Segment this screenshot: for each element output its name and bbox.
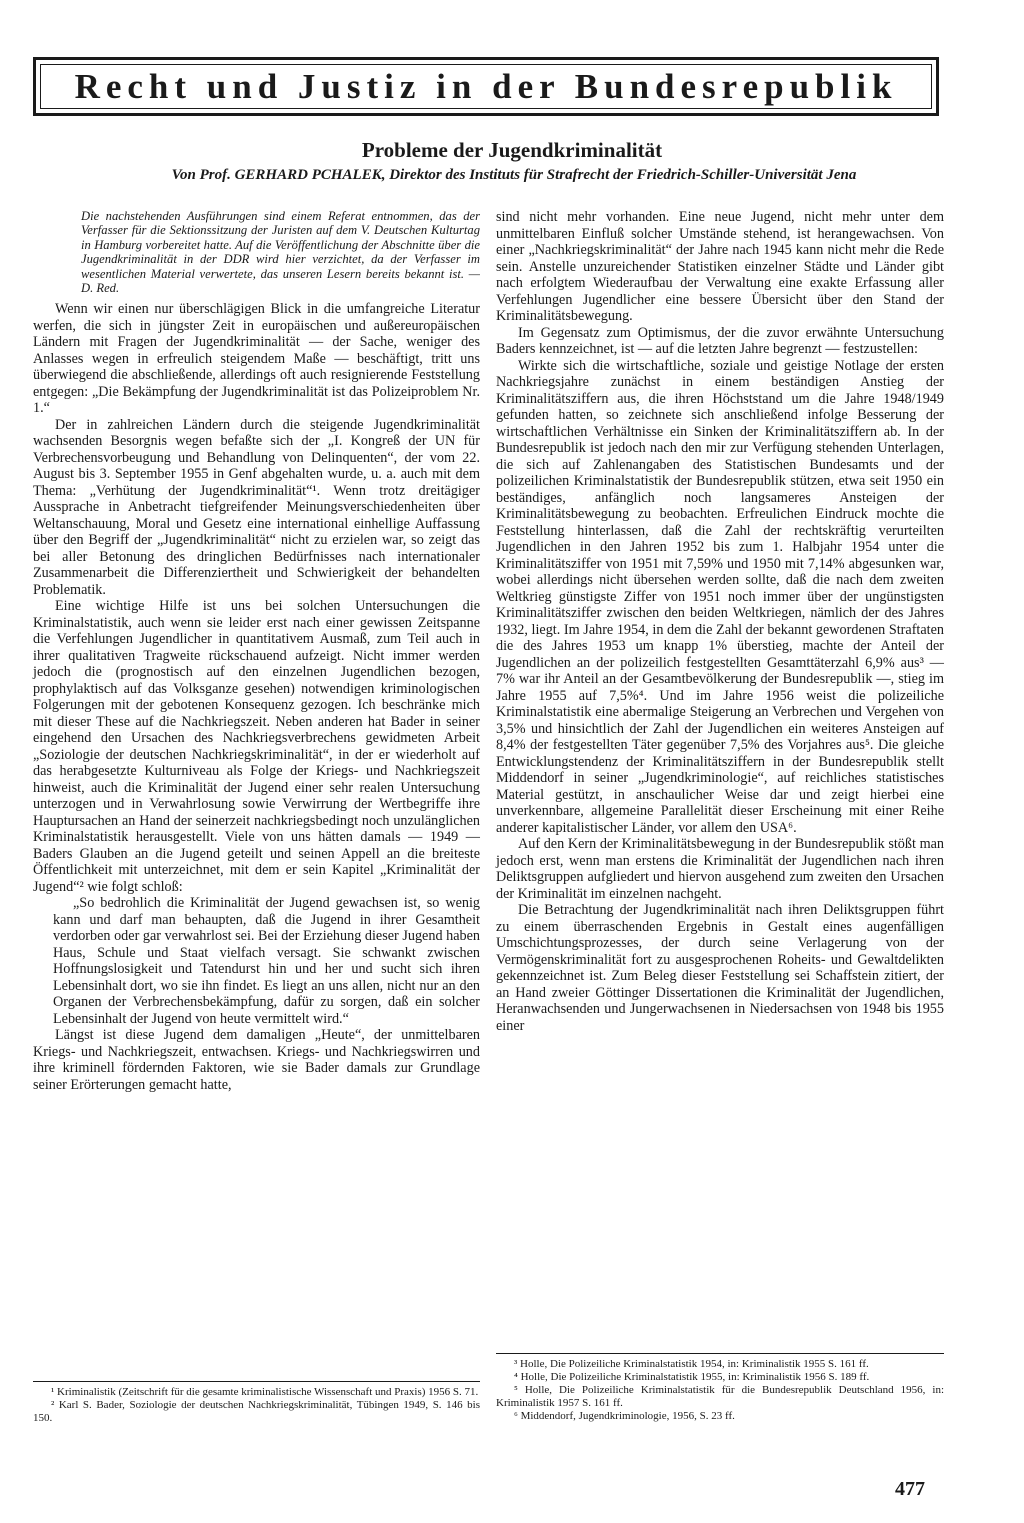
section-banner-inner: [40, 64, 932, 109]
footnote: ⁶ Middendorf, Jugendkriminologie, 1956, S. 23 ff.: [514, 1410, 735, 1422]
footnote: ³ Holle, Die Polizeiliche Kriminalstatistik 1954, in: Kriminalistik 1955 S. 161 ff.: [514, 1358, 869, 1370]
article-byline: Von Prof. GERHARD PCHALEK, Direktor des Instituts für Strafrecht der Friedrich-Schiller-Universität Jena: [171, 167, 857, 183]
paragraph: Wenn wir einen nur überschlägigen Blick in die umfangreiche Literatur werfen, die sich in jüngster Zeit in europäischen und außereuropäischen Ländern mit Fragen der Jugendkriminalität — der Sache, weniger des Anlasses wegen in erfreulich steigendem Maße — beschäftigt, tritt uns überwiegend die abschließende, allerdings oft auch resignierende Feststellung entgegen: „Die Bekämpfung der Jugendkriminalität ist das Polizeiproblem Nr. 1.“: [33, 301, 480, 417]
footnote: ¹ Kriminalistik (Zeitschrift für die gesamte kriminalistische Wissenschaft und Praxis) 1956 S. 71.: [51, 1386, 479, 1398]
paragraph: Längst ist diese Jugend dem damaligen „Heute“, der unmittelbaren Kriegs- und Nachkriegszeit, entwachsen. Kriegs- und Nachkriegswirren und ihre kriminell fördernden Faktoren, wie sie Bader damals zur Grundlage seiner Erörterungen gemacht hatte,: [33, 1027, 480, 1093]
section-title: Recht und Justiz in der Bundesrepublik: [74, 66, 898, 106]
footnote: ⁴ Holle, Die Polizeiliche Kriminalstatistik 1955, in: Kriminalistik 1956 S. 189 ff.: [514, 1371, 870, 1383]
paragraph: Die Betrachtung der Jugendkriminalität nach ihren Deliktsgruppen führt zu einem überraschenden Ergebnis in Gestalt eines augenfälligen Umschichtungsprozesses, der durch seine Verlagerung von der Vermögenskriminalität fort zu ausgesprochenen Roheits- und Gewaltdelikten gekennzeichnet ist. Zum Beleg dieser Feststellung sei Schaffstein zitiert, der an Hand zweier Göttinger Dissertationen die Kriminalität der Jugendlichen, Heranwachsenden und Jungerwachsenen in Niedersachsen von 1948 bis 1955 einer: [496, 902, 944, 1034]
footnotes-left: [33, 1381, 480, 1425]
paragraph: Auf den Kern der Kriminalitätsbewegung in der Bundesrepublik stößt man jedoch erst, wenn man erstens die Kriminalität der Jugendlichen nach ihren Deliktsgruppen aufgliedert und hiervon ausgehend zum zweiten den Ursachen der Kriminalität im einzelnen nachgeht.: [496, 836, 944, 902]
paragraph: Im Gegensatz zum Optimismus, der die zuvor erwähnte Untersuchung Baders kennzeichnet, ist — auf die letzten Jahre begrenzt — festzustellen:: [496, 324, 944, 357]
paragraph: Der in zahlreichen Ländern durch die steigende Jugendkriminalität wachsenden Besorgnis wegen befaßte sich der „I. Kongreß der UN für Verbrechensvorbeugung und Behandlung von Delinquenten“, der vom 22. August bis 3. September 1955 in Genf abgehalten wurde, u. a. auch mit dem Thema: „Verhütung der Jugendkriminalität“¹. Wenn trotz dreitägiger Aussprache in Anbetracht tiefgreifender Meinungsverschiedenheiten über Weltanschauung, Moral und Gesetz eine international einhellige Auffassung über den Begriff der „Jugendkriminalität“ nicht zu erzielen war, so zeigt das bei aller Betonung des dringlichen Bedürfnisses nach internationaler Zusammenarbeit die Differenziertheit und Schwierigkeit der behandelten Problematik.: [33, 416, 480, 598]
footnote: ² Karl S. Bader, Soziologie der deutschen Nachkriegskriminalität, Tübingen 1949, S. 146 bis 150.: [33, 1399, 480, 1424]
paragraph: Eine wichtige Hilfe ist uns bei solchen Untersuchungen die Kriminalstatistik, auch wenn sie leider erst nach einer gewissen Zeitspanne die Verfehlungen Jugendlicher in quantitativem Ausmaß, zum Teil auch in ihrer qualitativen Tragweite rückschauend aufzeigt. Nicht immer werden jedoch die (prognostisch auf den einzelnen Jugendlichen bezogen, prophylaktisch auf das Volksganze gesehen) notwendigen kriminologischen Folgerungen mit der gebotenen Konsequenz gezogen. Ich beschränke mich mit dieser These auf die Nachkriegszeit. Neben anderen hat Bader in seiner eingehend den Ursachen des Nachkriegsverbrechens gewidmeten Arbeit „Soziologie der deutschen Nachkriegskriminalität“, in der er wiederholt auf das herabgesetzte Kulturniveau als Folge der Kriegs- und Nachkriegszeit hinweist, auch die Kriminalität der Jugend einer sehr realen Untersuchung unterzogen und in Verwahrlosung sowie Verwirrung der Wertbegriffe ihre Hauptursachen an Hand der seinerzeit nachkriegsbedingt noch unzulänglichen Kriminalstatistik herausgestellt. Viele von uns hätten damals — 1949 — Baders Glauben an die Jugend geteilt und seinen Appell an die breiteste Öffentlichkeit mit unterzeichnet, mit dem er sein Kapitel „Kriminalität der Jugend“² wie folgt schloß:: [33, 598, 480, 895]
editorial-note: Die nachstehenden Ausführungen sind einem Referat entnommen, das der Verfasser für die Sektionssitzung der Juristen auf dem V. Deutschen Kulturtag in Hamburg vorbereitet hatte. Auf die Veröffentlichung der Abschnitte über die Jugendkriminalität in der DDR wird hier verzichtet, da der Verfasser im wesentlichen Material verwertete, das unseren Lesern bereits bekannt ist. — D. Red.: [81, 209, 480, 296]
article-title: Probleme der Jugendkriminalität: [361, 138, 663, 162]
left-column: [33, 209, 480, 1093]
page-number: 477: [895, 1478, 925, 1500]
block-quote: „So bedrohlich die Kriminalität der Jugend gewachsen ist, so wenig kann und darf man behaupten, daß die Jugend in ihrer Gesamtheit verdorben oder gar verwahrlost sei. Bei der Erziehung dieser Jugend haben Haus, Schule und Staat vielfach versagt. Sie schwankt zwischen Hoffnungslosigkeit und Tatendurst hin und her und sucht sich ihren Lebensinhalt dort, wo sie ihn findet. Es liegt an uns allen, nicht nur an den Organen der Verbrechensbekämpfung, dafür zu sorgen, daß ein solcher Lebensinhalt der Jugend von heute vermittelt wird.“: [53, 895, 480, 1027]
footnotes-right: [496, 1353, 944, 1423]
right-column: [496, 209, 944, 1034]
footnote: ⁵ Holle, Die Polizeiliche Kriminalstatistik für die Bundesrepublik Deutschland 1956, in: Kriminalistik 1957 S. 161 ff.: [496, 1384, 944, 1409]
paragraph: Wirkte sich die wirtschaftliche, soziale und geistige Notlage der ersten Nachkriegsjahre zunächst in einem beständigen Anstieg der Kriminalitätsziffern aus, die ihren Höchststand um die Jahre 1948/1949 gefunden hatten, so zeichnete sich anschließend infolge Besserung der wirtschaftlichen Verhältnisse ein Sinken der Kriminalitätsziffern ab. In der Bundesrepublik ist jedoch nach den mir zur Verfügung stehenden Unterlagen, die sich auf Zahlenangaben des Statistischen Bundesamts und der polizeilichen Kriminalstatistik der Bundesrepublik stützen, etwa seit 1950 ein beständiges, anfänglich noch langsameres Ansteigen der Kriminalitätsbewegung zu beobachten. Erfreulichen Eindruck mochte die Feststellung hinterlassen, daß die Zahl der rechtskräftig verurteilten Jugendlichen in den Jahren 1952 bis zum 1. Halbjahr 1954 unter die Kriminalitätsziffer von 1951 mit 7,59% und 1950 mit 7,14% abgesunken war, wobei allerdings nicht übersehen werden sollte, daß die nach dem zweiten Weltkrieg günstigste Ziffer von 1951 noch immer über der ungünstigsten Kriminalitätsziffer zwischen den beiden Weltkriegen, nämlich der des Jahres 1932, liegt. Im Jahre 1954, in dem die Zahl der bekannt gewordenen Straftaten die des Jahres 1953 um knapp 1% überstieg, machte der Anteil der Jugendlichen an der polizeilich festgestellten Gesamttäterzahl 6,9% aus³ — 7% war ihr Anteil an der Gesamtbevölkerung der Bundesrepublik —, stieg im Jahre 1955 auf 7,5%⁴. Und im Jahre 1956 weist die polizeiliche Kriminalstatistik eine abermalige Steigerung an Verbrechen und Vergehen von 3,5% und hinsichtlich der Zahl der Jugendlichen ein weiteres Ansteigen auf 8,4% der festgestellten Täter gegenüber 7,5% des Vorjahres aus⁵. Die gleiche Entwicklungstendenz der Kriminalitätsziffern in der Bundesrepublik stellt Middendorf in seiner „Jugendkriminologie“, auf reichliches statistisches Material gestützt, in anschaulicher Weise dar und zeigt hierbei eine unverkennbare, allgemeine Parallelität dieser Erscheinung mit einer Reihe anderer kapitalistischer Länder, vor allem den USA⁶.: [496, 357, 944, 836]
section-banner: [33, 57, 939, 116]
paragraph: sind nicht mehr vorhanden. Eine neue Jugend, nicht mehr unter dem unmittelbaren Einfluß solcher Umstände stehend, ist herangewachsen. Von einer „Nachkriegskriminalität“ der Jahre nach 1945 kann nicht mehr die Rede sein. Anstelle unzureichender Statistiken einzelner Städte und Länder gibt nach erfolgtem Wiederaufbau der Verwaltung eine exakte Erfassung aller Verfehlungen Jugendlicher eine bessere Übersicht über den Stand der Kriminalitätsbewegung.: [496, 209, 944, 324]
